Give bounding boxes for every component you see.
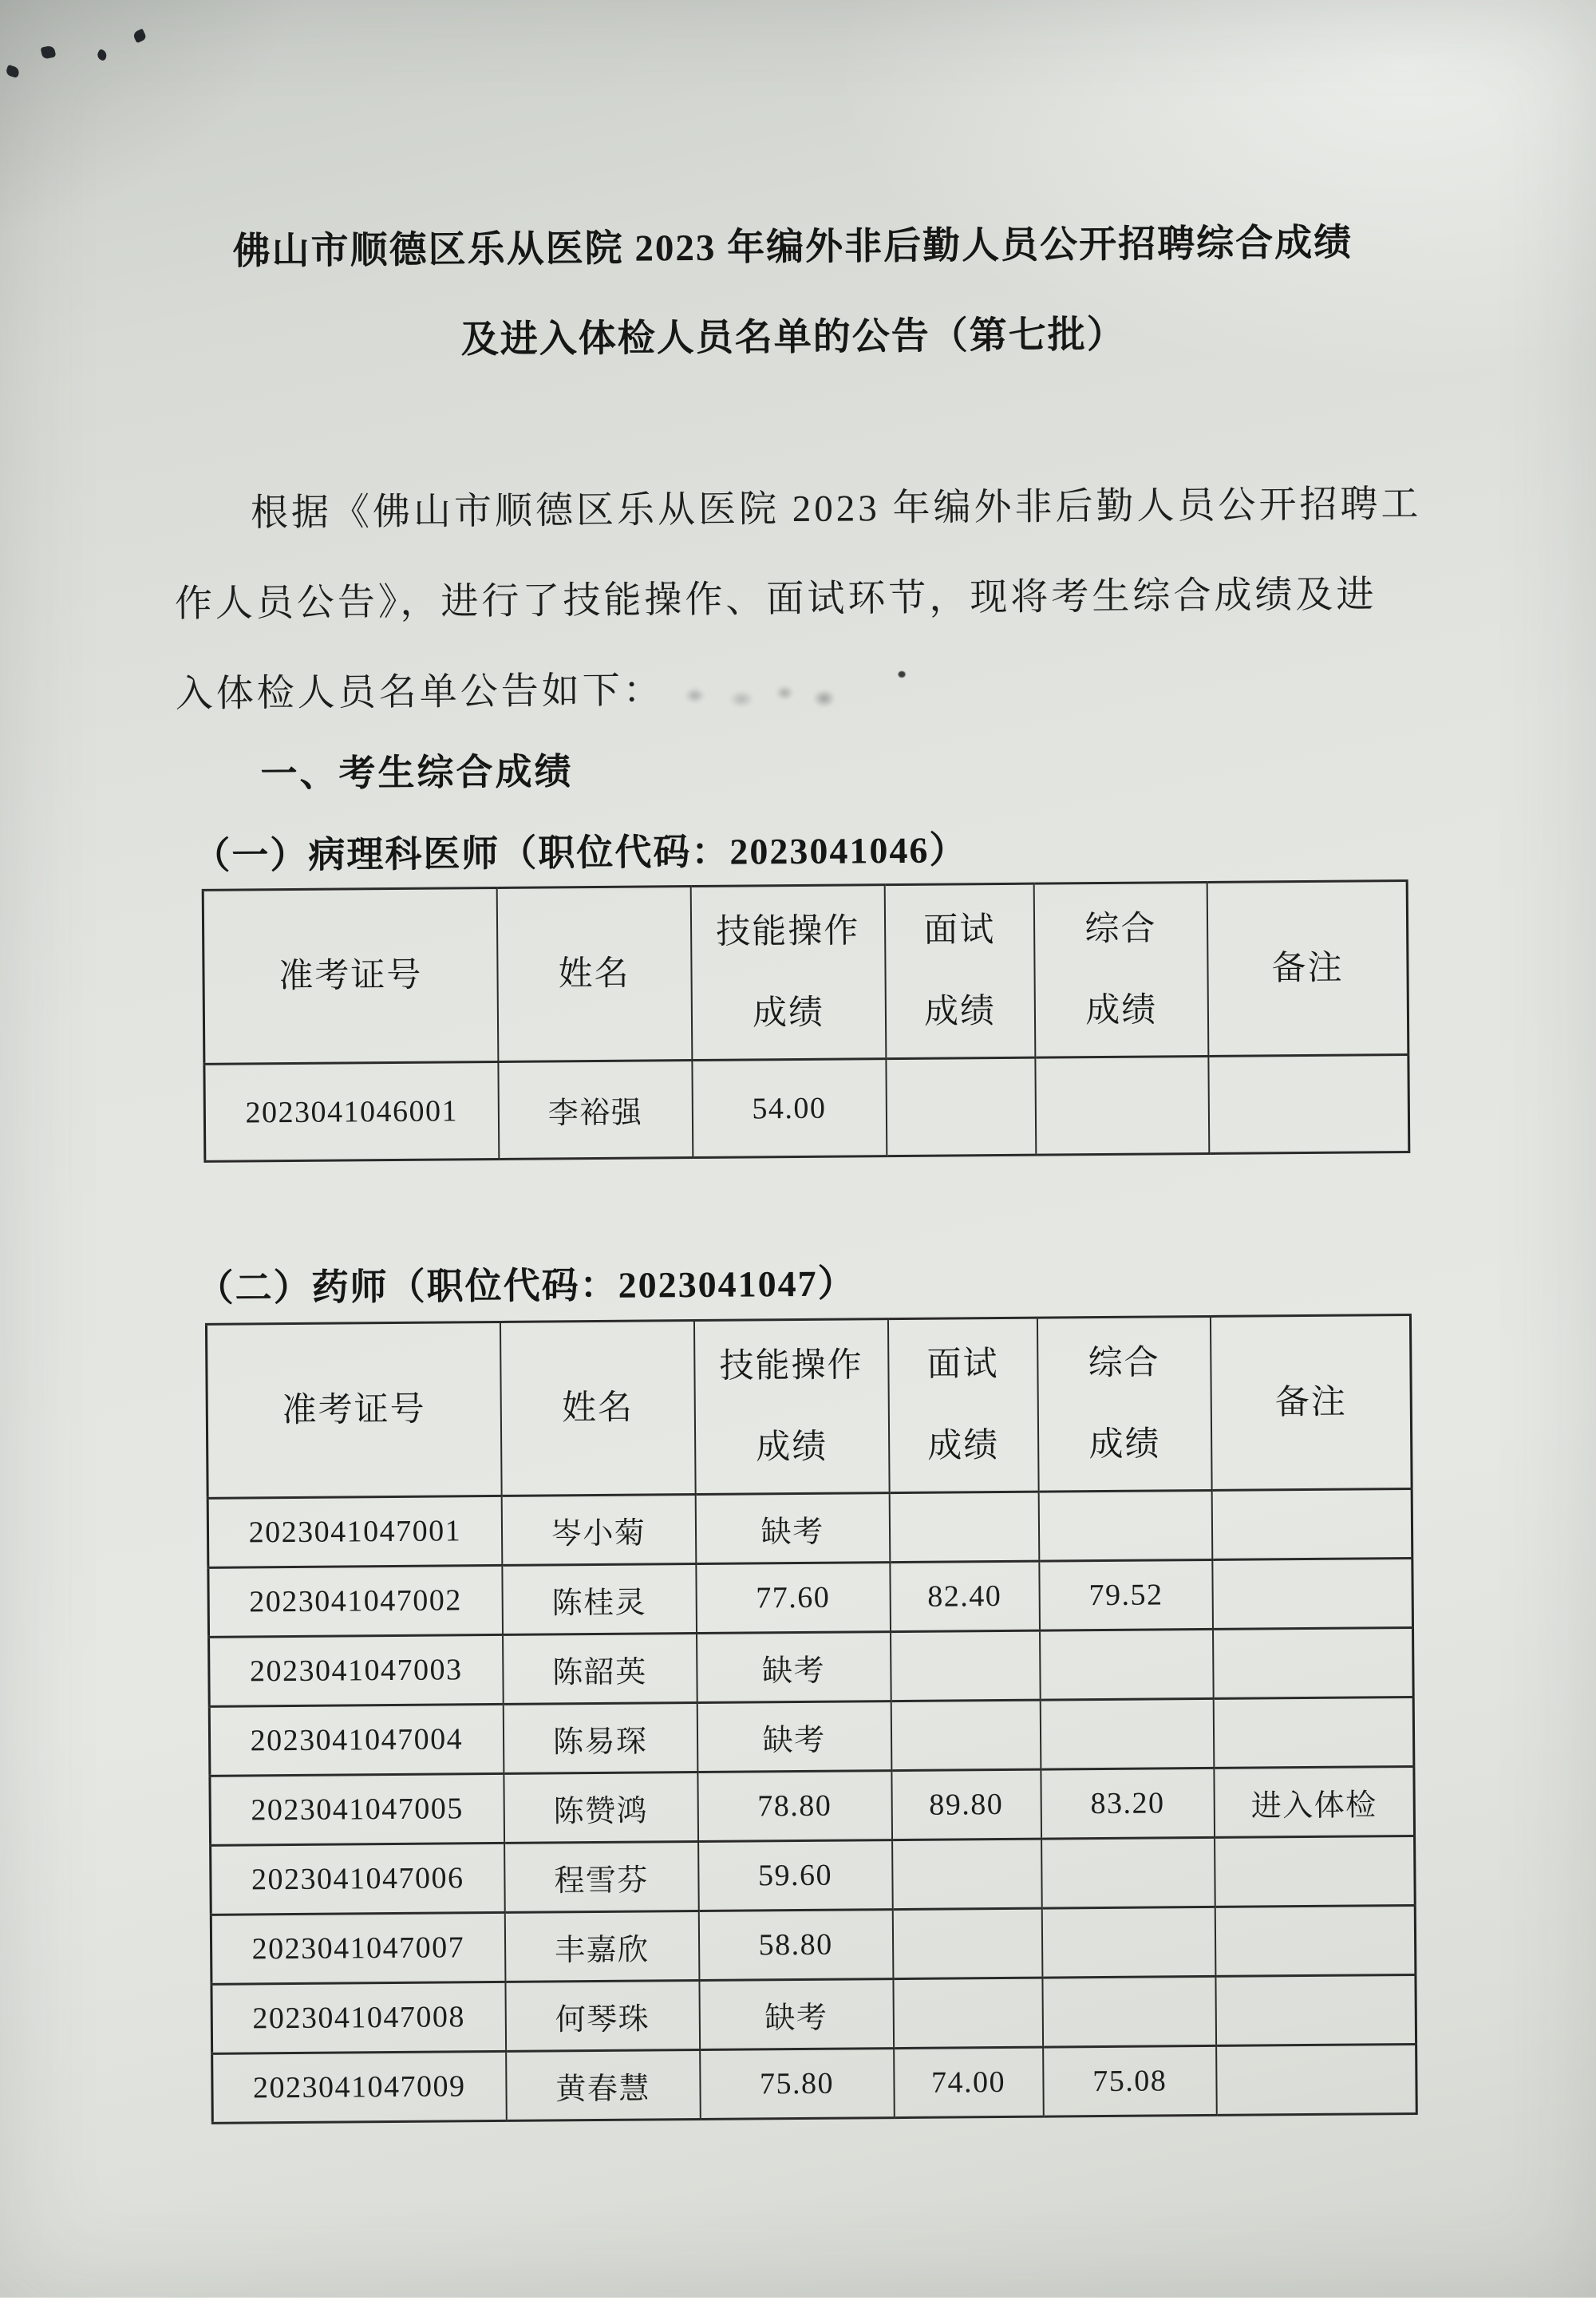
table-cell xyxy=(1042,1976,1216,2047)
table-row xyxy=(211,1836,1416,1915)
table-row xyxy=(207,1488,1412,1567)
table-cell: 缺考 xyxy=(699,1979,894,2050)
table-cell: 2023041047006 xyxy=(211,1843,505,1915)
table-cell: 何琴珠 xyxy=(505,1981,700,2052)
table-cell xyxy=(1213,1627,1413,1698)
table-cell xyxy=(1215,1974,1416,2045)
column-header: 备注 xyxy=(1211,1314,1412,1490)
table-cell: 89.80 xyxy=(891,1769,1041,1840)
table-cell xyxy=(892,1908,1042,1978)
table-row xyxy=(208,1558,1413,1637)
table-cell xyxy=(889,1492,1039,1562)
table-cell: 2023041046001 xyxy=(204,1061,499,1161)
table-cell: 岑小菊 xyxy=(501,1495,696,1566)
table-cell: 58.80 xyxy=(698,1910,893,1981)
table-cell: 74.00 xyxy=(894,2047,1044,2117)
table-cell xyxy=(1214,1697,1414,1768)
table-cell: 陈韶英 xyxy=(503,1634,697,1705)
table-cell xyxy=(1040,1698,1214,1769)
table-row xyxy=(211,1974,1416,2053)
table-cell: 75.08 xyxy=(1043,2045,1217,2116)
table-cell: 54.00 xyxy=(692,1059,887,1158)
column-header: 技能操作 成绩 xyxy=(690,885,886,1061)
table-row xyxy=(212,2044,1417,2123)
table-row xyxy=(209,1627,1414,1706)
table-header xyxy=(206,1314,1412,1498)
header-row xyxy=(203,881,1408,1065)
column-header: 准考证号 xyxy=(203,887,498,1064)
subsection-heading-pathology-doctor: （一）病理科医师（职位代码：2023041046） xyxy=(193,829,968,876)
table-cell: 2023041047007 xyxy=(211,1912,505,1984)
table-cell xyxy=(1212,1488,1412,1559)
table-cell xyxy=(1215,1905,1416,1976)
table-cell: 2023041047004 xyxy=(209,1704,504,1776)
table-body xyxy=(204,1054,1409,1161)
table-cell: 陈易琛 xyxy=(503,1703,697,1774)
table-cell xyxy=(1041,1907,1215,1978)
table-row xyxy=(204,1054,1409,1161)
table-cell: 2023041047009 xyxy=(212,2051,507,2123)
table-cell xyxy=(891,1700,1041,1770)
table-cell xyxy=(891,1630,1041,1701)
table-row xyxy=(211,1905,1416,1984)
table-cell xyxy=(1216,2044,1416,2115)
table-body xyxy=(207,1488,1416,2123)
column-header: 姓名 xyxy=(496,887,692,1062)
table-cell: 黄春慧 xyxy=(506,2050,701,2121)
table-cell: 缺考 xyxy=(695,1493,890,1564)
column-header: 备注 xyxy=(1207,881,1408,1057)
table-cell xyxy=(893,1978,1043,2048)
table-cell xyxy=(892,1839,1042,1909)
ink-dot xyxy=(899,671,906,678)
table-cell: 77.60 xyxy=(696,1563,891,1634)
document-title-line2: 及进入体检人员名单的公告（第七批） xyxy=(460,314,1126,362)
section-heading-scores: 一、考生综合成绩 xyxy=(260,751,574,795)
table-cell: 79.52 xyxy=(1039,1559,1213,1630)
table-cell: 82.40 xyxy=(890,1561,1040,1631)
table-cell: 程雪芬 xyxy=(504,1842,699,1913)
column-header: 技能操作 成绩 xyxy=(694,1319,890,1495)
table-cell xyxy=(1041,1837,1215,1908)
table-row xyxy=(209,1697,1414,1776)
table-row xyxy=(210,1766,1415,1845)
pathology-doctor-score-table xyxy=(202,879,1411,1163)
table-cell xyxy=(1208,1054,1408,1153)
table-cell xyxy=(1035,1056,1209,1155)
table-cell xyxy=(1212,1558,1412,1629)
table-header xyxy=(203,881,1408,1065)
table-cell: 2023041047001 xyxy=(207,1496,502,1567)
subsection-heading-pharmacist: （二）药师（职位代码：2023041047） xyxy=(196,1263,856,1309)
document-title-line1: 佛山市顺德区乐从医院 2023 年编外非后勤人员公开招聘综合成绩 xyxy=(232,222,1353,273)
column-header: 综合 成绩 xyxy=(1037,1316,1212,1492)
table-cell xyxy=(1040,1629,1214,1700)
scan-smudge xyxy=(674,676,853,717)
table-cell: 陈赞鸿 xyxy=(504,1772,698,1844)
table-cell: 2023041047008 xyxy=(211,1982,506,2053)
table-cell: 陈桂灵 xyxy=(502,1564,697,1635)
table-cell: 缺考 xyxy=(697,1701,891,1772)
table-cell xyxy=(886,1057,1036,1156)
body-paragraph-line: 作人员公告》，进行了技能操作、面试环节，现将考生综合成绩及进 xyxy=(174,574,1377,626)
table-cell: 李裕强 xyxy=(498,1061,693,1160)
body-paragraph-line: 根据《佛山市顺德区乐从医院 2023 年编外非后勤人员公开招聘工 xyxy=(250,483,1422,535)
table-cell: 83.20 xyxy=(1041,1768,1215,1839)
table-cell: 2023041047005 xyxy=(210,1773,504,1845)
table-cell xyxy=(1215,1836,1415,1907)
table-cell: 2023041047003 xyxy=(209,1634,504,1706)
pharmacist-score-table xyxy=(205,1314,1418,2124)
table-cell xyxy=(1038,1490,1212,1561)
table-cell: 丰嘉欣 xyxy=(504,1911,699,1982)
table-cell: 78.80 xyxy=(697,1771,892,1842)
column-header: 综合 成绩 xyxy=(1033,882,1208,1057)
header-row xyxy=(206,1314,1412,1498)
table-cell: 进入体检 xyxy=(1214,1766,1414,1837)
column-header: 姓名 xyxy=(500,1321,696,1496)
table-cell: 2023041047002 xyxy=(208,1565,503,1637)
column-header: 面试 成绩 xyxy=(888,1318,1039,1492)
column-header: 面试 成绩 xyxy=(884,883,1035,1058)
table-cell: 59.60 xyxy=(698,1840,893,1911)
table-cell: 缺考 xyxy=(697,1632,891,1703)
table-cell: 75.80 xyxy=(700,2049,895,2120)
column-header: 准考证号 xyxy=(206,1322,501,1498)
body-paragraph-line: 入体检人员名单公告如下： xyxy=(175,670,664,716)
